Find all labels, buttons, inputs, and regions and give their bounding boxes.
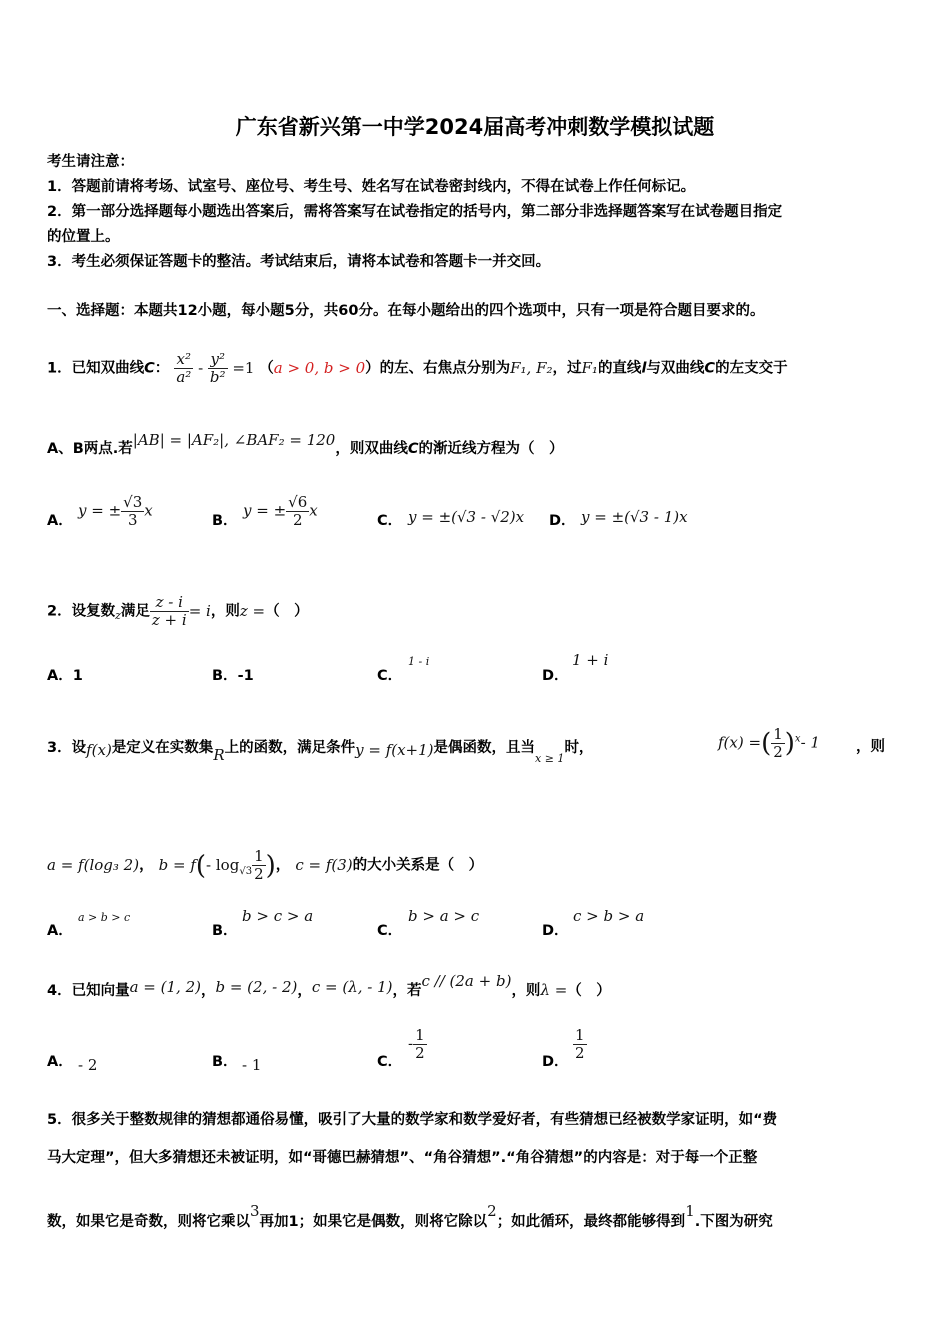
q4-option-b[interactable]: - 1 [242, 1056, 262, 1074]
q3-def-frac [771, 726, 785, 761]
q4-option-d[interactable] [573, 1027, 587, 1062]
q1-fy-den: b² [209, 368, 226, 386]
q1-fx-den: a² [176, 368, 192, 386]
q2-text-3: ，则 [210, 603, 240, 620]
q2-b-val: -1 [237, 668, 254, 684]
q1-frac-x [174, 351, 193, 386]
q3-def-paren-r: ) [784, 728, 795, 759]
q1-frac-y [208, 351, 228, 386]
q1-fy-num: y² [208, 351, 228, 369]
q1-fx-num: x² [174, 351, 193, 369]
q1-minus: - [198, 358, 204, 377]
q1-eq-one: =1 [232, 358, 255, 377]
q3-option-c-label[interactable]: C． [377, 923, 403, 939]
q3-b-lhs: b = f [158, 855, 196, 874]
q1-option-d[interactable]: y = ±(√3 - 1)x [581, 508, 688, 526]
q3-b-def [158, 847, 276, 883]
q3-option-d[interactable]: c > b > a [573, 907, 645, 925]
q1-line1 [47, 351, 788, 386]
q4-option-c[interactable] [408, 1027, 427, 1062]
q5-line2: 马大定理”，但大多猜想还未被证明，如“哥德巴赫猜想”、“角谷猜想”.“角谷猜想”的内容是：对于每一个正整 [47, 1150, 758, 1166]
q2-option-b[interactable] [212, 666, 254, 686]
q2-b-label: B． [212, 668, 238, 684]
q3-def-lhs: f(x) = [718, 733, 762, 752]
q4-d-frac [573, 1027, 587, 1062]
q5-num-2: 2 [487, 1202, 497, 1220]
q4-option-c-label[interactable]: C． [377, 1054, 403, 1070]
q1-option-a[interactable] [78, 494, 153, 529]
q3-text-3: 上的函数，满足条件 [224, 740, 356, 756]
q1-condition: a > 0, b > 0 [273, 358, 366, 377]
q3-b-num: 1 [254, 847, 264, 865]
q4-c-den: 2 [415, 1044, 425, 1062]
q1-option-c-label[interactable]: C． [377, 513, 403, 529]
section-heading: 一、选择题：本题共12小题，每小题5分，共60分。在每小题给出的四个选项中，只有一项是符合题目要求的。 [47, 303, 765, 319]
q3-even-fn: y = f(x+1) [355, 741, 434, 759]
q4-option-d-label[interactable]: D． [542, 1054, 569, 1070]
q5-line1: 5．很多关于整数规律的猜想都通俗易懂，吸引了大量的数学家和数学爱好者，有些猜想已经被数学家证明，如“费 [47, 1112, 778, 1128]
q2-text-2: 满足 [120, 603, 150, 620]
q1-var-c: C [144, 360, 155, 377]
q4-d-den: 2 [575, 1044, 585, 1062]
q3-option-a[interactable]: a > b > c [78, 911, 131, 924]
q1-option-c[interactable]: y = ±(√3 - √2)x [408, 508, 525, 526]
q1-var-c2: C [704, 360, 716, 377]
q1-var-c3: C [407, 441, 419, 457]
q2-a-label: A． [47, 668, 73, 684]
q3-condition: x ≥ 1 [535, 752, 565, 765]
q2-text: 2．设复数 [47, 603, 116, 620]
q3-def-num: 1 [773, 725, 783, 743]
q3-a-def: a = f(log₃ 2) [47, 855, 140, 874]
q3-b-den: 2 [254, 865, 264, 883]
q3-text-2: 是定义在实数集 [111, 740, 214, 756]
q4-parallel: c // (2a + b) [421, 972, 512, 990]
q1-text-4: 的直线 [597, 360, 642, 377]
q3-text-7: 的大小关系是（ ） [352, 857, 484, 874]
notice-item-2-cont: 的位置上。 [47, 229, 120, 245]
q4-vec-c: c = (λ, - 1) [311, 978, 393, 996]
q2-eq: = i [188, 601, 211, 620]
notice-item-2: 2．第一部分选择题每小题选出答案后，需将答案写在试卷指定的括号内，第二部分非选择题答案写在试卷题目指定 [47, 204, 783, 220]
q3-option-a-label[interactable]: A． [47, 923, 73, 939]
q3-sep-1: ， [139, 857, 154, 874]
q4-c-minus: - [408, 1034, 414, 1053]
q1-text: 1．已知双曲线 [47, 360, 145, 377]
q2-equation [150, 593, 211, 629]
q3-text: 3．设 [47, 740, 87, 756]
q2-den: z + i [151, 611, 187, 629]
q2-option-c-label[interactable]: C． [377, 668, 403, 684]
q1-a-den: 3 [127, 511, 138, 529]
q5-text-b: 再加1；如果它是偶数，则将它除以 [259, 1214, 488, 1230]
q3-b-log: - log [206, 855, 240, 874]
q2-option-d[interactable]: 1 + i [572, 651, 609, 669]
q3-sep-2: ， [275, 857, 291, 874]
q1-b-frac [286, 494, 309, 529]
q5-num-3: 3 [250, 1202, 260, 1220]
q3-b-base: √3 [239, 865, 253, 877]
q1-foci: F₁, F₂ [510, 358, 553, 377]
q4-text: 4．已知向量 [47, 983, 130, 999]
q4-option-a-label[interactable]: A． [47, 1054, 73, 1070]
q1-b-num: √6 [288, 493, 308, 511]
q4-comma-1: ， [200, 983, 216, 999]
q3-fx: f(x) [86, 741, 112, 759]
q1-line2 [47, 431, 564, 459]
q2-frac [150, 594, 189, 629]
q1-paren-l: （ [259, 360, 274, 377]
q1-text-9: 的渐近线方程为（ ） [418, 441, 564, 457]
q4-text-2: ，若 [392, 983, 422, 999]
page-title: 广东省新兴第一中学2024届高考冲刺数学模拟试题 [235, 115, 715, 139]
q2-a-val: 1 [72, 668, 83, 684]
q1-a-pre: y = ± [78, 501, 122, 520]
q1-var-l: l [641, 360, 647, 377]
q3-def-paren-l: ( [761, 728, 772, 759]
q1-a-post: x [144, 501, 153, 520]
q2-option-c[interactable]: 1 - i [408, 655, 430, 668]
q3-b-paren-r: ) [265, 850, 276, 881]
q3-text-4: 是偶函数，且当 [433, 740, 536, 756]
q1-option-b-label[interactable]: B． [212, 513, 238, 529]
q1-b-pre: y = ± [243, 501, 287, 520]
q3-line2 [47, 848, 483, 883]
q3-line1 [47, 737, 594, 765]
q1-a-num: √3 [123, 493, 143, 511]
q3-def-rhs: - 1 [800, 733, 820, 752]
q1-paren-r: ） [365, 360, 380, 377]
q1-text-6: 的左支交于 [715, 360, 788, 377]
q3-text-5: 时， [564, 740, 594, 756]
q2-num: z - i [150, 594, 189, 612]
q5-num-1: 1 [685, 1202, 695, 1220]
q2-option-d-label[interactable]: D． [542, 668, 569, 684]
notice-heading: 考生请注意： [47, 154, 134, 170]
q4-vec-b: b = (2, - 2) [215, 978, 298, 996]
q1-colon: ： [154, 360, 170, 377]
q3-def-den: 2 [773, 743, 783, 761]
q2-paren: （ ） [265, 603, 309, 620]
q3-c-def: c = f(3) [295, 855, 353, 874]
q4-vec-a: a = (1, 2) [129, 978, 201, 996]
q1-option-a-label[interactable]: A． [47, 513, 73, 529]
q4-paren: （ ） [567, 983, 611, 999]
q1-hyperbola-eq [174, 350, 259, 386]
q1-b-post: x [309, 501, 318, 520]
notice-item-3: 3．考生必须保证答题卡的整洁。考试结束后，请将本试卷和答题卡一并交回。 [47, 254, 551, 270]
q3-text-6: ，则 [856, 739, 885, 755]
q1-option-d-label[interactable]: D． [549, 513, 576, 529]
q5-text-d: .下图为研究 [694, 1214, 773, 1230]
q1-option-b[interactable] [243, 494, 318, 529]
q1-text-8: ，则双曲线 [335, 441, 408, 457]
q3-option-d-label[interactable]: D． [542, 923, 569, 939]
q5-text-c: ；如此循环，最终都能够得到 [496, 1214, 686, 1230]
q1-text-5: 与双曲线 [646, 360, 705, 377]
q4-c-num: 1 [415, 1026, 425, 1044]
q1-b-den: 2 [292, 511, 303, 529]
q3-b-paren-l: ( [195, 850, 207, 881]
q1-text-3: ，过 [552, 360, 582, 377]
q3-def-exp: x [794, 733, 801, 745]
q3-option-c[interactable]: b > a > c [408, 907, 480, 925]
q1-a-frac [121, 494, 144, 529]
q5-line3 [47, 1202, 773, 1232]
q2-var-z: z [115, 608, 121, 622]
q1-condition-2: |AB| = |AF₂|, ∠BAF₂ = 120 [132, 431, 336, 449]
q1-text-2: 的左、右焦点分别为 [379, 360, 511, 377]
q4-option-a[interactable]: - 2 [78, 1056, 98, 1074]
q3-b-frac [252, 848, 266, 883]
q5-text-a: 数，如果它是奇数，则将它乘以 [47, 1214, 250, 1230]
q4-line [47, 972, 611, 1001]
q4-c-frac [413, 1027, 427, 1062]
q2-line [47, 594, 309, 629]
notice-item-1: 1．答题前请将考场、试室号、座位号、考生号、姓名写在试卷密封线内，不得在试卷上作任何标记。 [47, 179, 696, 195]
q4-d-num: 1 [575, 1026, 585, 1044]
q1-f1: F₁ [581, 358, 598, 377]
q3-option-b-label[interactable]: B． [212, 923, 238, 939]
q4-option-b-label[interactable]: B． [212, 1054, 238, 1070]
q3-var-r: R [213, 746, 225, 764]
q3-definition [718, 726, 820, 761]
q2-option-a[interactable] [47, 666, 83, 686]
q4-text-3: ，则 [511, 983, 541, 999]
q4-ask: λ = [540, 981, 568, 999]
q2-ask: z = [239, 601, 266, 620]
q1-text-7: A、B两点.若 [47, 441, 133, 457]
q3-option-b[interactable]: b > c > a [242, 907, 314, 925]
q4-comma-2: ， [297, 983, 312, 999]
